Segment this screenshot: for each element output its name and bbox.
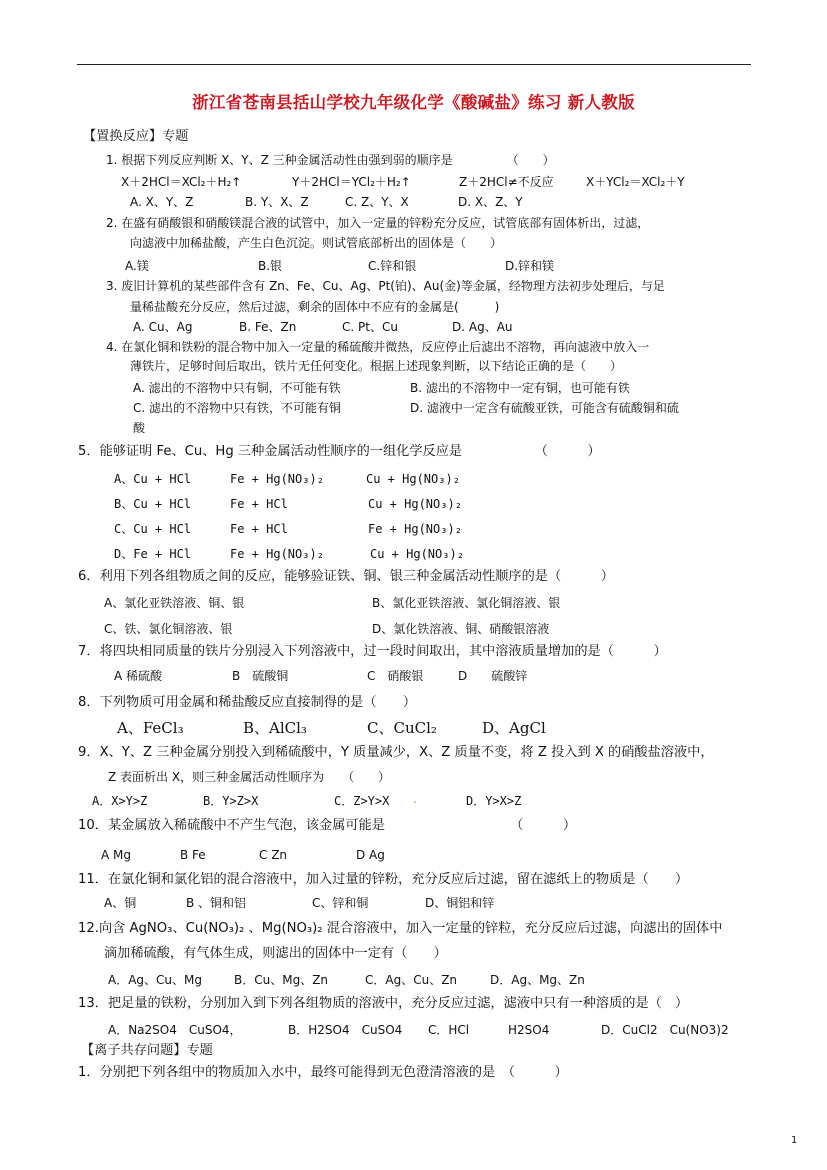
- option: A. X、Y、Z: [130, 195, 194, 209]
- question-stem: 向滤液中加稀盐酸，产生白色沉淀。则试管底部析出的固体是（ ）: [130, 236, 503, 250]
- equation: Z＋2HCl≠不反应: [459, 175, 554, 189]
- option: A、Cu + HCl: [114, 472, 192, 486]
- question-stem: 1. 根据下列反应判断 X、Y、Z 三种金属活动性由强到弱的顺序是 （ ）: [106, 153, 555, 167]
- option: Cu + Hg(NO₃)₂: [370, 547, 464, 561]
- option: A、FeCl₃: [117, 719, 184, 737]
- question-stem: 7．将四块相同质量的铁片分别浸入下列溶液中，过一段时间取出，其中溶液质量增加的是（ ）: [78, 644, 667, 659]
- option: C、CuCl₂: [367, 719, 437, 737]
- option: A．Na2SO4 CuSO4，: [108, 1023, 242, 1037]
- option: C．HCl: [428, 1023, 470, 1037]
- option: D. Ag、Au: [452, 320, 513, 334]
- option: D、AgCl: [482, 719, 546, 737]
- option: Fe + HCl: [230, 497, 288, 511]
- option: C. Pt、Cu: [342, 320, 398, 334]
- question-stem: 1．分别把下列各组中的物质加入水中，最终可能得到无色澄清溶液的是 （ ）: [78, 1065, 568, 1080]
- option: B、Cu + HCl: [114, 497, 192, 511]
- option: Fe + Hg(NO₃)₂: [230, 472, 324, 486]
- question-stem: 11．在氯化铜和氯化铝的混合溶液中，加入过量的锌粉，充分反应后过滤，留在滤纸上的物质是（ ）: [78, 872, 689, 887]
- question-stem: 薄铁片，足够时间后取出，铁片无任何变化。根据上述现象判断，以下结论正确的是（ ）: [130, 359, 623, 373]
- option: D、铜铝和锌: [425, 896, 495, 910]
- option: B、AlCl₃: [243, 719, 307, 737]
- option: C、Cu + HCl: [114, 522, 192, 536]
- section-heading: 【置换反应】专题: [83, 129, 189, 144]
- option: D．CuCl2 Cu(NO3)2: [601, 1023, 729, 1037]
- stray-dot: .: [413, 792, 417, 806]
- option: B、氯化亚铁溶液、氯化铜溶液、银: [372, 596, 561, 610]
- option: A 稀硫酸: [114, 669, 163, 683]
- option: D.锌和镁: [505, 259, 555, 273]
- question-stem: 3. 废旧计算机的某些部件含有 Zn、Fe、Cu、Ag、Pt(铂)、Au(金)等金属，经物理方法初步处理后，与足: [106, 279, 665, 293]
- question-stem: 5．能够证明 Fe、Cu、Hg 三种金属活动性顺序的一组化学反应是 （ ）: [78, 444, 601, 459]
- option: D Ag: [356, 848, 385, 862]
- option: A、铜: [104, 896, 137, 910]
- option: B. Y、X、Z: [245, 195, 309, 209]
- option: D 硫酸锌: [458, 669, 528, 683]
- question-stem: 13．把足量的铁粉，分别加入到下列各组物质的溶液中，充分反应过滤，滤液中只有一种溶质的是（ ）: [78, 996, 689, 1011]
- option: C. Z、Y、X: [345, 195, 409, 209]
- option: C 硝酸银: [367, 669, 424, 683]
- option: Cu + Hg(NO₃)₂: [368, 497, 462, 511]
- option: B. Fe、Zn: [239, 320, 297, 334]
- option: C、铁、氯化铜溶液、银: [104, 622, 233, 636]
- question-stem: 6．利用下列各组物质之间的反应，能够验证铁、铜、银三种金属活动性顺序的是（ ）: [78, 569, 614, 584]
- option: B．Y>Z>X: [203, 794, 259, 808]
- question-stem: 量稀盐酸充分反应，然后过滤，剩余的固体中不应有的金属是( ): [130, 300, 500, 314]
- equation: Y＋2HCl＝YCl₂＋H₂↑: [292, 175, 411, 189]
- equation: X＋2HCl＝XCl₂＋H₂↑: [121, 175, 242, 189]
- option: D、Fe + HCl: [114, 547, 192, 561]
- option: D. 滤液中一定含有硫酸亚铁，可能含有硫酸铜和硫: [410, 401, 679, 415]
- option: A. 滤出的不溶物中只有铜，不可能有铁: [133, 381, 341, 395]
- page-number: 1: [791, 1135, 798, 1146]
- option: D．Y>X>Z: [466, 794, 522, 808]
- question-stem: 10．某金属放入稀硫酸中不产生气泡，该金属可能是 （ ）: [78, 818, 577, 833]
- option: 酸: [133, 421, 146, 435]
- option: B Fe: [180, 848, 206, 862]
- option: Fe + HCl: [230, 522, 288, 536]
- option: A Mg: [101, 848, 131, 862]
- option: Cu + Hg(NO₃)₂: [366, 472, 460, 486]
- option: Fe + Hg(NO₃)₂: [368, 522, 462, 536]
- page-title: 浙江省苍南县括山学校九年级化学《酸碱盐》练习 新人教版: [192, 93, 635, 112]
- option: A．X>Y>Z: [92, 794, 148, 808]
- option: H2SO4: [508, 1023, 550, 1037]
- option: A．Ag、Cu、Mg: [108, 973, 202, 987]
- option: A.镁: [125, 259, 149, 273]
- option: D. X、Z、Y: [458, 195, 523, 209]
- option: B 硫酸铜: [232, 669, 289, 683]
- option: C. 滤出的不溶物中只有铁，不可能有铜: [133, 401, 342, 415]
- option: C Zn: [259, 848, 288, 862]
- option: C.锌和银: [368, 259, 417, 273]
- question-stem: 8．下列物质可用金属和稀盐酸反应直接制得的是（ ）: [78, 695, 417, 710]
- question-stem: 2. 在盛有硝酸银和硝酸镁混合液的试管中，加入一定量的锌粉充分反应，试管底部有固体析出，过滤，: [106, 216, 650, 230]
- section-heading: 【离子共存问题】专题: [81, 1043, 213, 1058]
- option: Fe + Hg(NO₃)₂: [230, 547, 324, 561]
- question-stem: Z 表面析出 X，则三种金属活动性顺序为 （ ）: [108, 770, 391, 784]
- question-stem: 滴加稀硫酸，有气体生成，则滤出的固体中一定有（ ）: [104, 946, 447, 961]
- option: B.银: [258, 259, 283, 273]
- option: D、氯化铁溶液、铜、硝酸银溶液: [372, 622, 550, 636]
- option: D．Ag、Mg、Zn: [490, 973, 585, 987]
- question-stem: 9．X、Y、Z 三种金属分别投入到稀硫酸中，Y 质量减少，X、Z 质量不变，将 Z 投入到 X 的硝酸盐溶液中，: [78, 745, 714, 760]
- option: C．Z>Y>X: [334, 794, 390, 808]
- equation: X＋YCl₂＝XCl₂＋Y: [586, 175, 685, 189]
- option: C．Ag、Cu、Zn: [365, 973, 458, 987]
- option: B 、铜和铝: [186, 896, 247, 910]
- header-rule: [77, 64, 751, 65]
- option: B．Cu、Mg、Zn: [234, 973, 329, 987]
- option: B．H2SO4 CuSO4: [288, 1023, 403, 1037]
- question-stem: 12.向含 AgNO₃、Cu(NO₃)₂ 、Mg(NO₃)₂ 混合溶液中，加入一定量的锌粒，充分反应后过滤，向滤出的固体中: [78, 921, 723, 936]
- option: B. 滤出的不溶物中一定有铜，也可能有铁: [410, 381, 630, 395]
- question-stem: 4. 在氯化铜和铁粉的混合物中加入一定量的稀硫酸并微热，反应停止后滤出不溶物，再向滤液中放入一: [106, 340, 650, 354]
- option: A、氯化亚铁溶液、铜、银: [104, 596, 245, 610]
- option: A. Cu、Ag: [133, 320, 193, 334]
- option: C、锌和铜: [312, 896, 369, 910]
